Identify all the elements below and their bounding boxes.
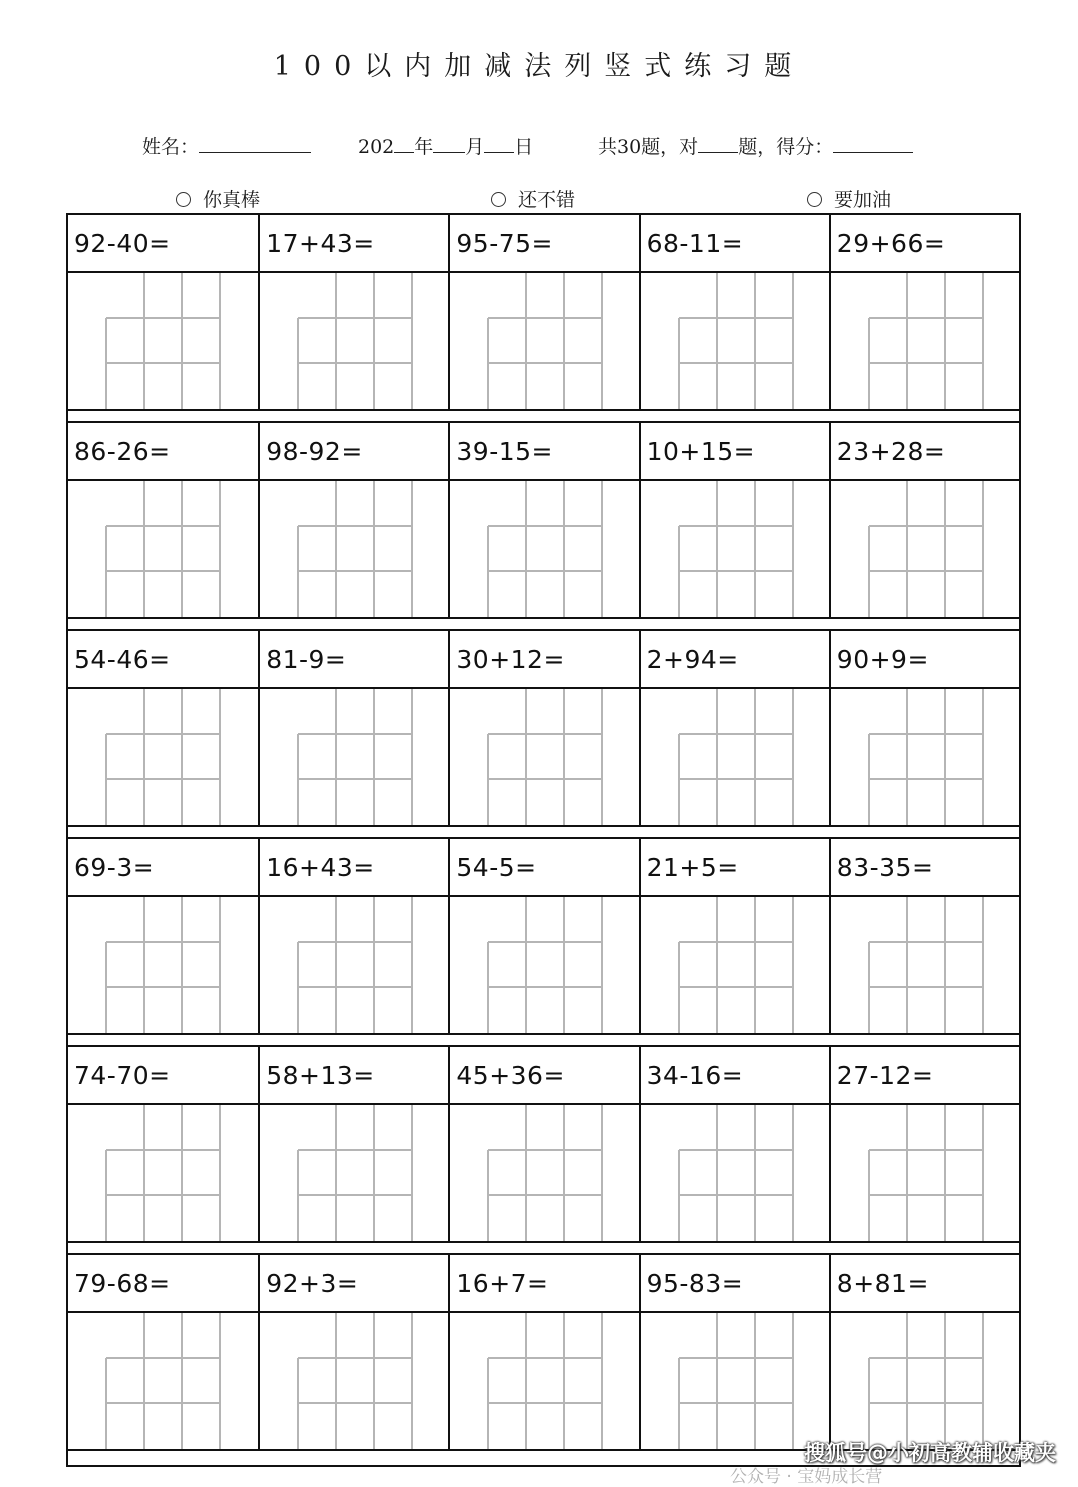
problem-text: 23+28= [836, 437, 946, 466]
problem-cell[interactable] [448, 215, 638, 411]
score-field [598, 132, 913, 159]
problem-text: 79-68= [74, 1269, 171, 1298]
column-grid[interactable] [68, 1313, 256, 1449]
problem-text: 45+36= [456, 1061, 565, 1090]
problem-text: 92+3= [266, 1269, 359, 1298]
correct-count-blank[interactable] [698, 135, 738, 153]
problem-cell[interactable] [829, 1255, 1019, 1451]
problem-cell[interactable] [68, 1255, 258, 1451]
problem-text: 2+94= [646, 645, 739, 674]
column-grid[interactable] [641, 1313, 829, 1449]
row-divider [68, 1241, 1019, 1243]
question-row [831, 215, 1019, 273]
problem-text: 54-5= [456, 853, 537, 882]
column-grid[interactable] [641, 273, 829, 409]
row-divider [68, 825, 1019, 827]
name-label: 姓名： [142, 136, 200, 158]
problem-cell[interactable] [829, 631, 1019, 827]
question-row [831, 423, 1019, 481]
circle-icon[interactable] [491, 192, 506, 207]
problem-cell[interactable] [639, 1255, 829, 1451]
problem-text: 34-16= [646, 1061, 744, 1090]
question-row [68, 215, 258, 273]
question-row [831, 839, 1019, 897]
question-row [260, 423, 448, 481]
question-row [641, 215, 829, 273]
column-grid[interactable] [831, 1313, 1019, 1449]
question-row [831, 1255, 1019, 1313]
problem-cell[interactable] [448, 1255, 638, 1451]
column-grid[interactable] [68, 1105, 256, 1241]
question-row [450, 215, 638, 273]
eval-option-great[interactable] [176, 185, 260, 212]
row-divider [68, 617, 1019, 619]
problem-text: 81-9= [266, 645, 347, 674]
column-grid[interactable] [831, 481, 1019, 617]
question-row [260, 215, 448, 273]
problem-cell[interactable] [258, 423, 448, 619]
question-row [641, 423, 829, 481]
question-row [68, 631, 258, 689]
problem-cell[interactable] [448, 839, 638, 1035]
problem-cell[interactable] [639, 215, 829, 411]
column-grid[interactable] [68, 481, 256, 617]
question-row [831, 1047, 1019, 1105]
column-grid[interactable] [450, 1313, 638, 1449]
eval-option-good[interactable] [491, 185, 575, 212]
question-row [450, 1047, 638, 1105]
problem-cell[interactable] [68, 631, 258, 827]
year-label: 年 [414, 136, 434, 158]
question-row [641, 1255, 829, 1313]
question-row [641, 631, 829, 689]
name-field [142, 132, 311, 159]
column-grid[interactable] [831, 273, 1019, 409]
row-divider [68, 1033, 1019, 1035]
problem-cell[interactable] [68, 1047, 258, 1243]
column-grid[interactable] [260, 897, 448, 1033]
question-row [68, 1047, 258, 1105]
question-row [450, 839, 638, 897]
name-blank[interactable] [199, 135, 311, 153]
total-label: 共30题，对 [598, 136, 699, 158]
column-grid[interactable] [68, 689, 256, 825]
problem-text: 16+7= [456, 1269, 549, 1298]
problem-text: 16+43= [266, 853, 375, 882]
date-field [358, 132, 533, 159]
problem-cell[interactable] [829, 839, 1019, 1035]
question-row [260, 1255, 448, 1313]
question-row [450, 423, 638, 481]
question-row [260, 839, 448, 897]
problem-text: 86-26= [74, 437, 171, 466]
column-grid[interactable] [641, 481, 829, 617]
circle-icon[interactable] [807, 192, 822, 207]
problem-row [68, 839, 1019, 1035]
problem-cell[interactable] [258, 215, 448, 411]
problem-cell[interactable] [448, 1047, 638, 1243]
problem-cell[interactable] [639, 631, 829, 827]
problem-row [68, 215, 1019, 411]
column-grid[interactable] [450, 1105, 638, 1241]
eval-label-good: 还不错 [518, 189, 576, 211]
score-label: 题，得分： [738, 136, 834, 158]
eval-option-try[interactable] [807, 185, 891, 212]
column-grid[interactable] [68, 273, 256, 409]
score-blank[interactable] [833, 135, 913, 153]
question-row [450, 1255, 638, 1313]
problem-cell[interactable] [258, 1047, 448, 1243]
problem-text: 29+66= [836, 229, 946, 258]
column-grid[interactable] [68, 897, 256, 1033]
problem-cell[interactable] [68, 215, 258, 411]
question-row [68, 839, 258, 897]
column-grid[interactable] [260, 481, 448, 617]
day-label: 日 [514, 136, 534, 158]
eval-label-great: 你真棒 [203, 189, 261, 211]
problem-text: 10+15= [646, 437, 756, 466]
year-blank[interactable] [394, 135, 414, 153]
problem-text: 27-12= [836, 1061, 934, 1090]
problem-cell[interactable] [639, 1047, 829, 1243]
problem-text: 92-40= [74, 229, 171, 258]
problem-cell[interactable] [829, 1047, 1019, 1243]
column-grid[interactable] [260, 1105, 448, 1241]
column-grid[interactable] [641, 689, 829, 825]
question-row [831, 631, 1019, 689]
problem-text: 74-70= [74, 1061, 171, 1090]
month-label: 月 [465, 136, 485, 158]
problem-text: 54-46= [74, 645, 171, 674]
question-row [68, 1255, 258, 1313]
month-blank[interactable] [433, 135, 465, 153]
row-divider [68, 409, 1019, 411]
worksheet-title: 100以内加减法列竖式练习题 [273, 51, 805, 82]
problem-cell[interactable] [68, 839, 258, 1035]
year-prefix: 202 [358, 136, 395, 158]
watermark-footer: 公众号 · 宝妈成长营 [730, 1467, 883, 1487]
problem-text: 95-75= [456, 229, 553, 258]
column-grid[interactable] [641, 897, 829, 1033]
problem-text: 30+12= [456, 645, 565, 674]
problem-text: 39-15= [456, 437, 553, 466]
problem-cell[interactable] [68, 423, 258, 619]
problem-row [68, 423, 1019, 619]
column-grid[interactable] [260, 273, 448, 409]
problem-text: 69-3= [74, 853, 155, 882]
problem-text: 8+81= [836, 1269, 929, 1298]
column-grid[interactable] [260, 689, 448, 825]
problem-cell[interactable] [258, 839, 448, 1035]
problem-cell[interactable] [448, 631, 638, 827]
question-row [68, 423, 258, 481]
problem-text: 21+5= [646, 853, 739, 882]
problem-text: 98-92= [266, 437, 363, 466]
problem-text: 17+43= [266, 229, 375, 258]
problem-text: 58+13= [266, 1061, 375, 1090]
problem-row [68, 1047, 1019, 1243]
column-grid[interactable] [641, 1105, 829, 1241]
column-grid[interactable] [450, 897, 638, 1033]
circle-icon[interactable] [176, 192, 191, 207]
question-row [260, 1047, 448, 1105]
column-grid[interactable] [450, 273, 638, 409]
column-grid[interactable] [831, 689, 1019, 825]
problem-cell[interactable] [829, 423, 1019, 619]
problem-cell[interactable] [258, 631, 448, 827]
problem-row [68, 631, 1019, 827]
problem-cell[interactable] [639, 839, 829, 1035]
problem-row [68, 1255, 1019, 1451]
column-grid[interactable] [450, 481, 638, 617]
problem-text: 90+9= [836, 645, 929, 674]
problem-text: 83-35= [836, 853, 934, 882]
question-row [260, 631, 448, 689]
problem-cell[interactable] [829, 215, 1019, 411]
eval-label-try: 要加油 [834, 189, 892, 211]
problem-cell[interactable] [258, 1255, 448, 1451]
day-blank[interactable] [484, 135, 514, 153]
question-row [641, 839, 829, 897]
problem-text: 68-11= [646, 229, 744, 258]
problem-text: 95-83= [646, 1269, 744, 1298]
column-grid[interactable] [450, 689, 638, 825]
problem-cell[interactable] [639, 423, 829, 619]
column-grid[interactable] [831, 1105, 1019, 1241]
column-grid[interactable] [260, 1313, 448, 1449]
column-grid[interactable] [831, 897, 1019, 1033]
question-row [450, 631, 638, 689]
watermark-text: 搜狐号@小初高教辅收藏夹 [804, 1441, 1056, 1465]
problem-sheet [66, 213, 1021, 1467]
problem-cell[interactable] [448, 423, 638, 619]
question-row [641, 1047, 829, 1105]
